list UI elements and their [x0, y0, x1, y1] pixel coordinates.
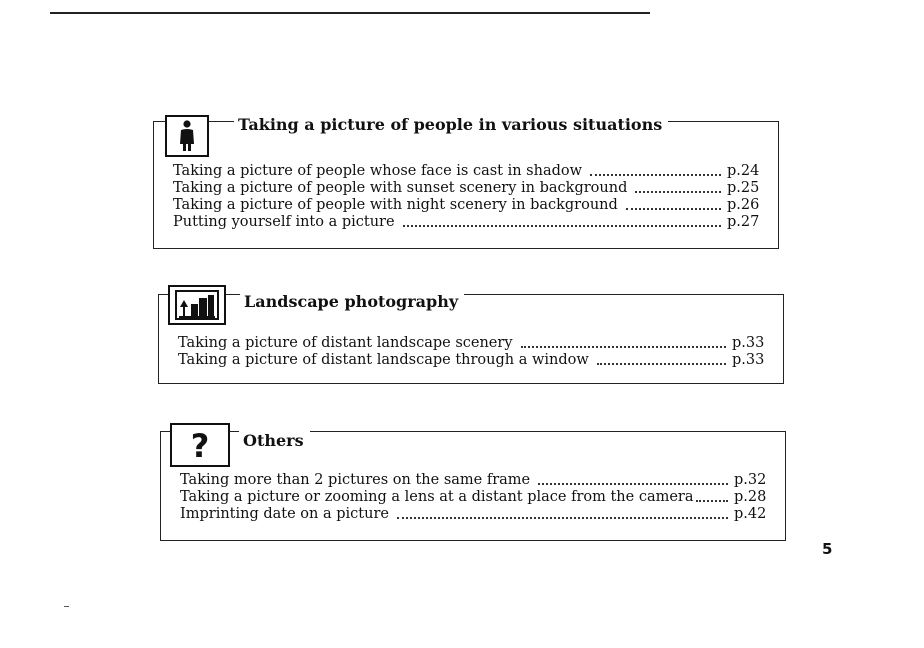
item-page: p.42: [734, 506, 767, 522]
item-page: p.24: [727, 163, 760, 179]
list-item: [173, 197, 763, 214]
question-mark-icon: [170, 423, 230, 467]
list-item: [173, 214, 763, 231]
margin-mark: [64, 606, 69, 607]
item-page: p.32: [734, 472, 767, 488]
svg-text:?: ?: [190, 428, 210, 462]
landscape-icon: [168, 285, 226, 325]
list-item: [180, 489, 770, 506]
person-icon: [165, 115, 209, 157]
item-page: p.25: [727, 180, 760, 196]
list-item: [173, 180, 763, 197]
item-label: Taking a picture of people with sunset scenery in background: [173, 180, 628, 196]
dot-leader: [590, 173, 721, 176]
dot-leader: [635, 190, 721, 193]
dot-leader: [538, 482, 728, 485]
item-label: Taking a picture or zooming a lens at a distant place from the camera: [180, 489, 694, 505]
item-page: p.26: [727, 197, 760, 213]
list-item: [173, 163, 763, 180]
item-label: Taking a picture of people with night scenery in background: [173, 197, 618, 213]
section-heading: Taking a picture of people in various situations: [238, 115, 668, 134]
section-heading: Others: [243, 431, 310, 450]
item-page: p.28: [734, 489, 767, 505]
top-rule: [50, 12, 650, 14]
list-item: [178, 335, 768, 352]
item-label: Taking more than 2 pictures on the same frame: [180, 472, 531, 488]
item-label: Taking a picture of distant landscape through a window: [178, 352, 589, 368]
dot-leader: [397, 516, 728, 519]
item-label: Imprinting date on a picture: [180, 506, 389, 522]
dot-leader: [626, 207, 721, 210]
dot-leader: [521, 345, 726, 348]
item-page: p.27: [727, 214, 760, 230]
item-list: [180, 472, 770, 523]
section-heading: Landscape photography: [244, 292, 464, 311]
list-item: [180, 472, 770, 489]
dot-leader: [597, 362, 726, 365]
item-list: [178, 335, 768, 369]
item-page: p.33: [732, 335, 765, 351]
item-label: Putting yourself into a picture: [173, 214, 395, 230]
dot-leader: [403, 224, 721, 227]
item-list: [173, 163, 763, 231]
page-number: 5: [822, 540, 833, 558]
item-label: Taking a picture of distant landscape scenery: [178, 335, 513, 351]
list-item: [180, 506, 770, 523]
dot-leader: [696, 499, 728, 502]
list-item: [178, 352, 768, 369]
item-page: p.33: [732, 352, 765, 368]
item-label: Taking a picture of people whose face is cast in shadow: [173, 163, 583, 179]
